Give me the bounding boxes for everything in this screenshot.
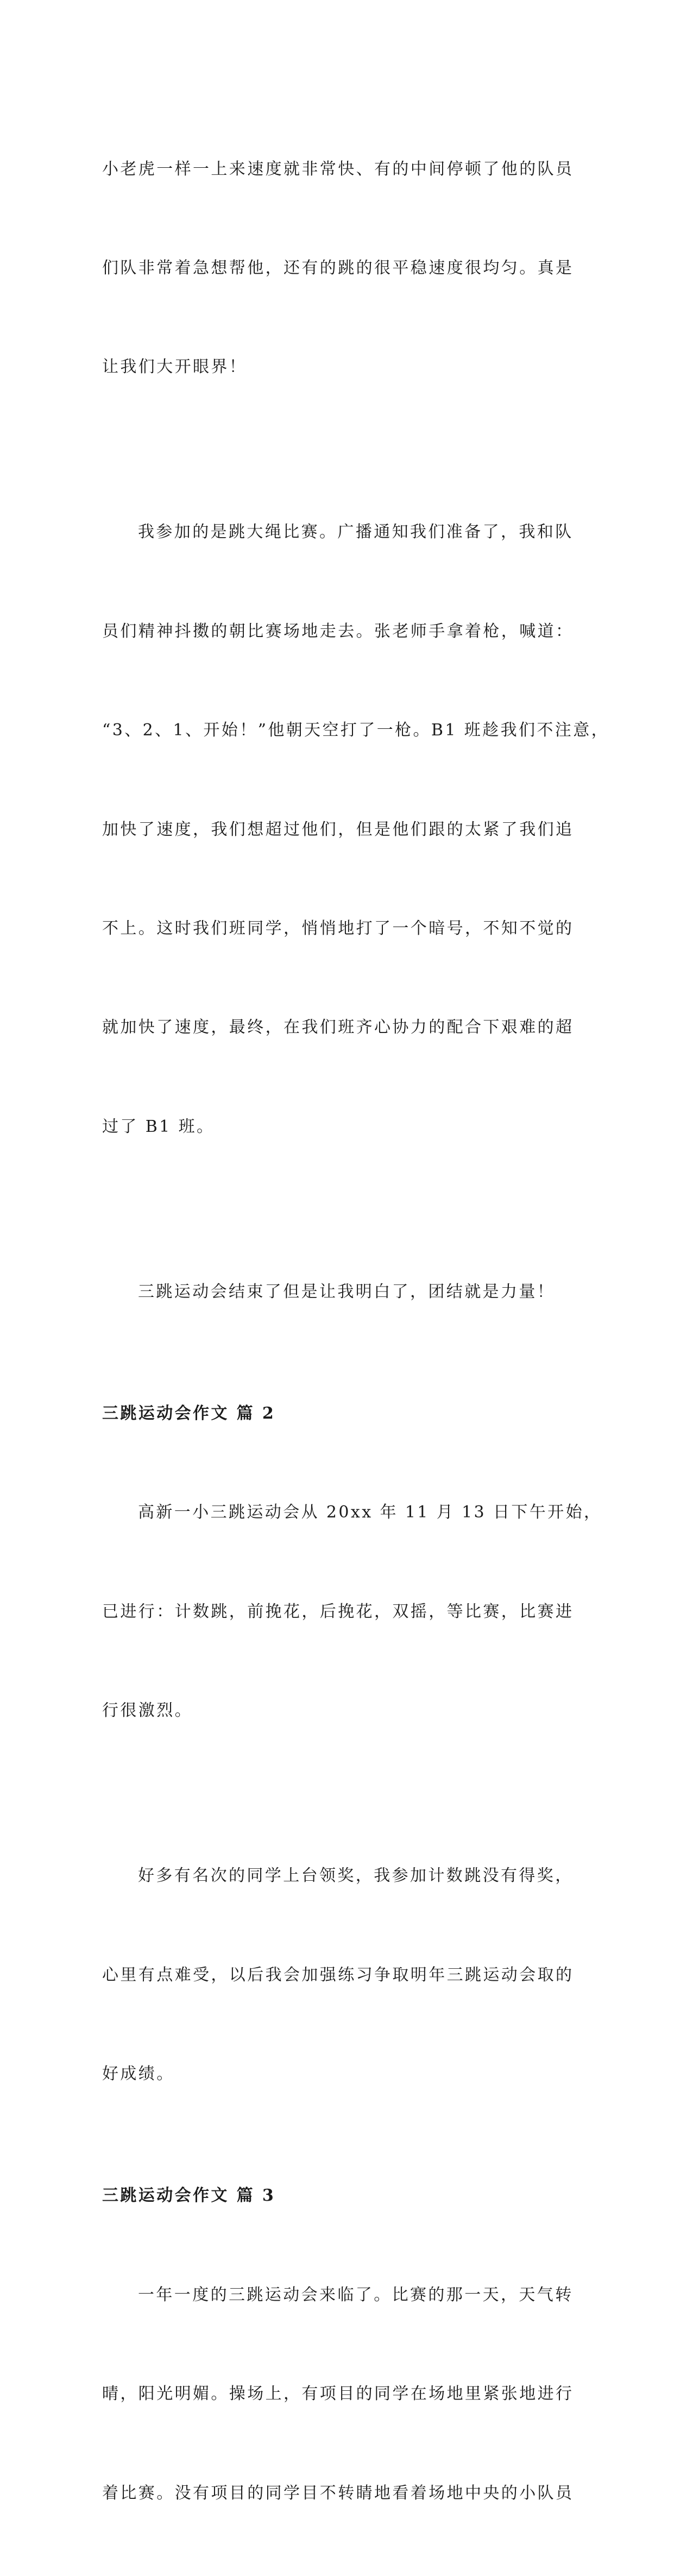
- section-3-paragraph-1: [102, 2213, 575, 2576]
- section-2-paragraph-1: [102, 1431, 602, 1794]
- text-line: 好多有名次的同学上台领奖，我参加计数跳没有得奖，: [138, 1866, 574, 1886]
- text-line: 心里有点难受，以后我会加强练习争取明年三跳运动会取的: [102, 1965, 574, 1985]
- text-line: 好成绩。: [102, 2064, 175, 2084]
- intro-paragraph: [102, 87, 575, 450]
- text-line: 着比赛。没有项目的同学目不转睛地看着场地中央的小队员: [102, 2483, 574, 2503]
- section-spacer: [102, 1375, 575, 1397]
- text-line: 小老虎一样一上来速度就非常快、有的中间停顿了他的队员: [102, 159, 574, 179]
- section-spacer: [102, 2157, 575, 2180]
- text-line: 一年一度的三跳运动会来临了。比赛的那一天，天气转: [138, 2285, 574, 2304]
- text-line: 行很激烈。: [102, 1701, 193, 1721]
- text-line: 就加快了速度，最终，在我们班齐心协力的配合下艰难的超: [102, 1018, 574, 1037]
- conclusion-paragraph: [102, 1210, 575, 1375]
- text-line: 们队非常着急想帮他，还有的跳的很平稳速度很均匀。真是: [102, 258, 574, 278]
- section-3-heading: 三跳运动会作文 篇 3: [102, 2186, 276, 2206]
- text-line: 让我们大开眼界！: [102, 357, 248, 377]
- text-line: 过了 B1 班。: [102, 1117, 215, 1136]
- document-body: [102, 87, 610, 2576]
- text-line: 已进行：计数跳，前挽花，后挽花，双摇，等比赛，比赛进: [102, 1602, 574, 1621]
- section-2-heading: 三跳运动会作文 篇 2: [102, 1404, 276, 1424]
- text-line: 不上。这时我们班同学，悄悄地打了一个暗号，不知不觉的: [102, 918, 574, 938]
- jump-rope-paragraph: [102, 450, 610, 1210]
- text-line: 三跳运动会结束了但是让我明白了，团结就是力量！: [138, 1282, 556, 1301]
- text-line: 我参加的是跳大绳比赛。广播通知我们准备了，我和队: [138, 522, 574, 542]
- text-line: 高新一小三跳运动会从 20xx 年 11 月 13 日下午开始，: [138, 1503, 602, 1522]
- text-line: 晴，阳光明媚。操场上，有项目的同学在场地里紧张地进行: [102, 2384, 574, 2404]
- text-line: “3、2、1、开始！”他朝天空打了一枪。B1 班趁我们不注意，: [102, 721, 610, 740]
- text-line: 加快了速度，我们想超过他们，但是他们跟的太紧了我们追: [102, 820, 574, 839]
- section-2-paragraph-2: [102, 1794, 575, 2157]
- text-line: 员们精神抖擞的朝比赛场地走去。张老师手拿着枪，喊道：: [102, 621, 574, 641]
